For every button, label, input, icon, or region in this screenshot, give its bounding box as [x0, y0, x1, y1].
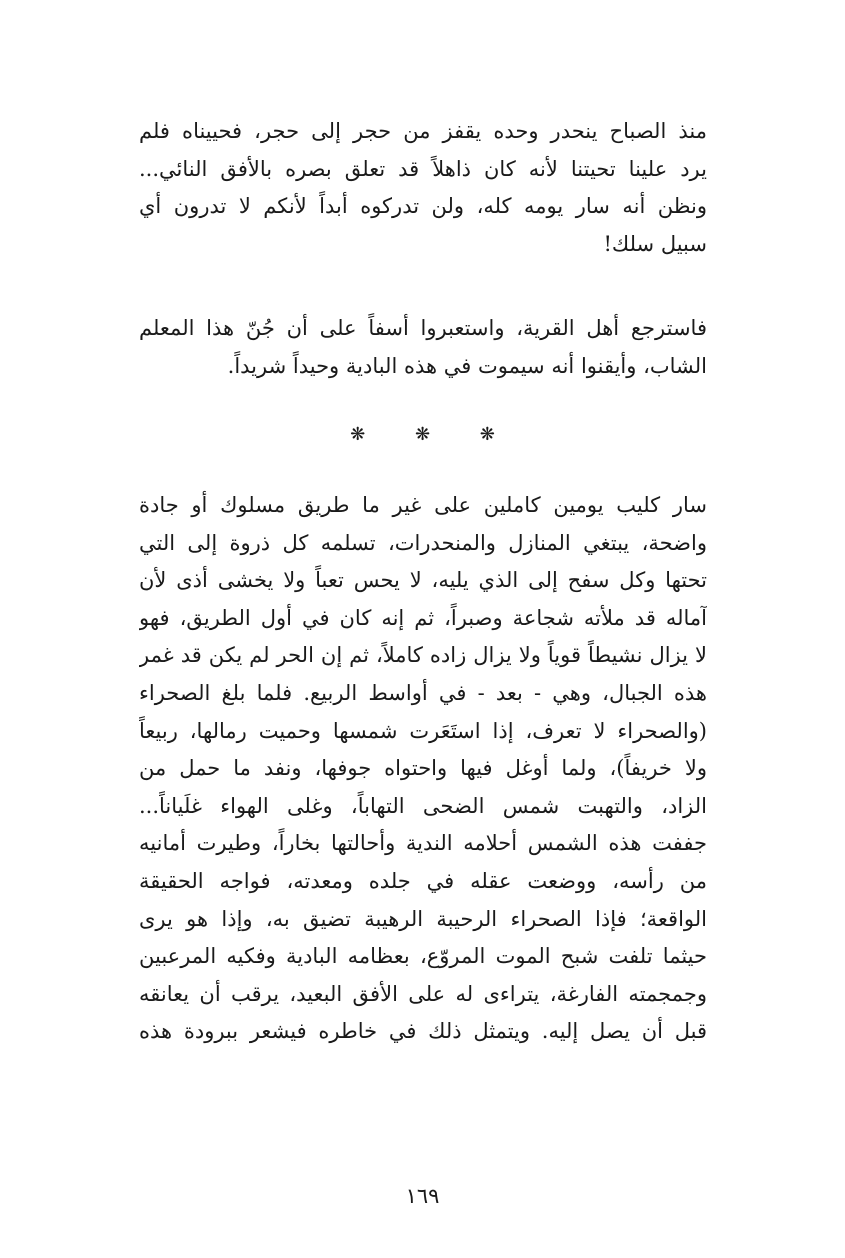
text-line: وجمجمته الفارغة، يتراءى له على الأفق البعيد، يرقب أن يعانقه [139, 981, 707, 1006]
text-line: منذ الصباح ينحدر وحده يقفز من حجر إلى حجر، فحييناه فلم [139, 119, 707, 143]
text-line: لا يزال نشيطاً قوياً ولا يزال زاده كاملاً، ثم إن الحر لم يكن قد غمر [139, 643, 707, 668]
text-line: من رأسه، ووضعت عقله في جلده ومعدته، فواجه الحقيقة [139, 868, 707, 893]
text-line: هذه الجبال، وهي - بعد - في أواسط الربيع. فلما بلغ الصحراء [139, 680, 707, 705]
text-line: الواقعة؛ فإذا الصحراء الرحيبة الرهيبة تضيق به، وإذا هو يرى [139, 906, 707, 931]
text-line: سار كليب يومين كاملين على غير ما طريق مسلوك أو جادة [139, 493, 707, 517]
text-line: قبل أن يصل إليه. ويتمثل ذلك في خاطره فيشعر ببرودة هذه [139, 1019, 707, 1044]
text-line: ولا خريفاً)، ولما أوغل فيها واحتواه جوفها، ونفد ما حمل من [139, 756, 707, 781]
text-line: تحتها وكل سفح إلى الذي يليه، لا يحس تعباً ولا يخشى أذى لأن [139, 568, 707, 593]
text-line: يرد علينا تحيتنا لأنه كان ذاهلاً قد تعلق بصره بالأفق النائي... [139, 156, 707, 181]
paragraph-1 [139, 113, 707, 263]
text-line: جففت هذه الشمس أحلامه الندية وأحالتها بخاراً، وطيرت أمانيه [139, 831, 707, 856]
text-line: سبيل سلك! [603, 231, 707, 256]
text-line: حيثما تلفت شبح الموت المروّع، بعظامه البادية وفكيه المرعبين [139, 944, 707, 969]
text-line: الزاد، والتهبت شمس الضحى التهاباً، وغلى الهواء غلَياناً... [139, 793, 707, 818]
text-line: ونظن أنه سار يومه كله، ولن تدركوه أبداً لأنكم لا تدرون أي [139, 194, 707, 219]
text-line: فاسترجع أهل القرية، واستعبروا أسفاً على أن جُنّ هذا المعلم [139, 316, 707, 340]
page-number: ١٦٩ [405, 1184, 440, 1208]
text-line: الشاب، وأيقنوا أنه سيموت في هذه البادية وحيداً شريداً. [227, 353, 707, 378]
text-line: (والصحراء لا تعرف، إذا استَعَرت شمسها وحميت رمالها، ربيعاً [139, 718, 707, 743]
paragraph-3 [139, 487, 707, 1051]
paragraph-2 [139, 310, 707, 385]
text-line: واضحة، يبتغي المنازل والمنحدرات، تسلمه كل ذروة إلى التي [139, 530, 707, 555]
section-separator: ❋ ❋ ❋ [350, 424, 517, 445]
text-line: آماله قد ملأته شجاعة وصبراً، ثم إنه كان في أول الطريق، فهو [139, 605, 707, 630]
